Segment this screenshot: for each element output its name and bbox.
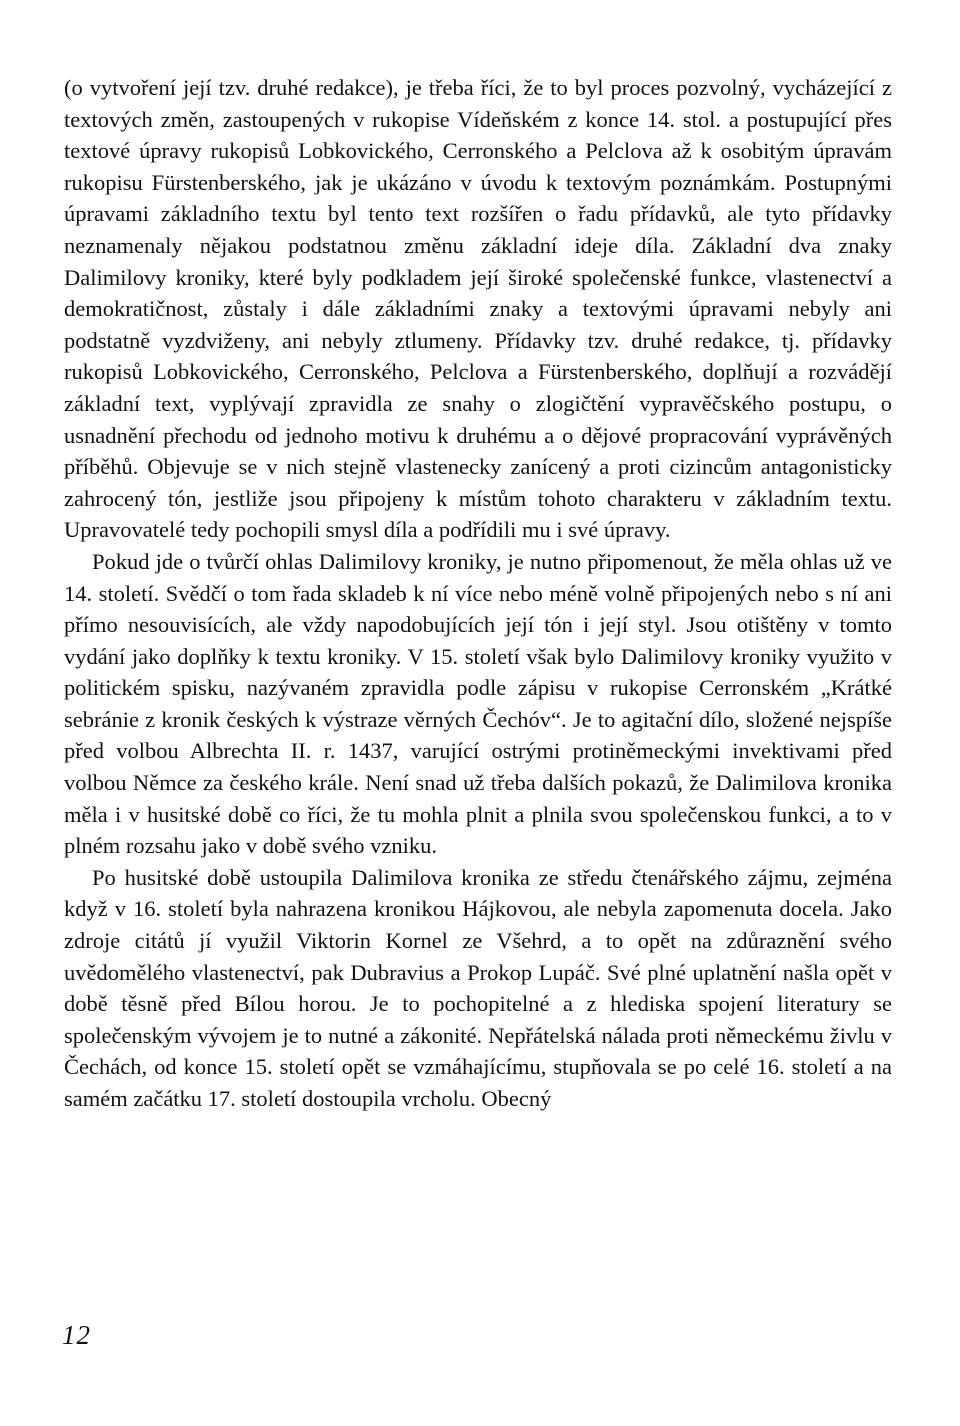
page-body <box>64 72 892 1115</box>
paragraph-2: Pokud jde o tvůrčí ohlas Dalimilovy kroniky, je nutno připomenout, že měla ohlas už ve 14. století. Svědčí o tom řada skladeb k ní více nebo méně volně připojených nebo s ní ani přímo nesouvisících, ale vždy napodobujících její tón i její styl. Jsou otištěny v tomto vydání jako doplňky k textu kroniky. V 15. století však bylo Dalimilovy kroniky využito v politickém spisku, nazývaném zpravidla podle zápisu v rukopise Cerronském „Krátké sebránie z kronik českých k výstraze věrných Čechóv“. Je to agitační dílo, složené nejspíše před volbou Albrechta II. r. 1437, varující ostrými protiněmeckými invektivami před volbou Němce za českého krále. Není snad už třeba dalších pokazů, že Dalimilova kronika měla i v husitské době co říci, že tu mohla plnit a plnila svou společenskou funkci, a to v plném rozsahu jako v době svého vzniku. <box>64 548 892 859</box>
page-number: 12 <box>62 1320 91 1350</box>
paragraph-1: (o vytvoření její tzv. druhé redakce), je třeba říci, že to byl proces pozvolný, vycházející z textových změn, zastoupených v rukopise Vídeňském z konce 14. stol. a postupující přes textové úpravy rukopisů Lobkovického, Cerronského a Pelclova až k osobitým úpravám rukopisu Fürstenberského, jak je ukázáno v úvodu k textovým poznámkám. Postupnými úpravami základního textu byl tento text rozšířen o řadu přídavků, ale tyto přídavky neznamenaly nějakou podstatnou změnu základní ideje díla. Základní dva znaky Dalimilovy kroniky, které byly podkladem její široké společenské funkce, vlastenectví a demokratičnost, zůstaly i dále základními znaky a textovými úpravami nebyly ani podstatně vyzdviženy, ani nebyly ztlumeny. Přídavky tzv. druhé redakce, tj. přídavky rukopisů Lobkovického, Cerronského, Pelclova a Fürstenberského, doplňují a rozvádějí základní text, vyplývají zpravidla ze snahy o zlogičtění vypravěčského postupu, o usnadnění přechodu od jednoho motivu k druhému a o dějové propracování vyprávěných příběhů. Objevuje se v nich stejně vlastenecky zanícený a proti cizincům antagonisticky zahrocený tón, jestliže jsou připojeny k místům tohoto charakteru v základním textu. Upravovatelé tedy pochopili smysl díla a podřídili mu i své úpravy. <box>64 75 892 543</box>
paragraph-3: Po husitské době ustoupila Dalimilova kronika ze středu čtenářského zájmu, zejména když v 16. století byla nahrazena kronikou Hájkovou, ale nebyla zapomenuta docela. Jako zdroje citátů jí využil Viktorin Kornel ze Všehrd, a to opět na zdůraznění svého uvědomělého vlastenectví, pak Dubravius a Prokop Lupáč. Své plné uplatnění našla opět v době těsně před Bílou horou. Je to pochopitelné a z hlediska spojení literatury se společenským vývojem je to nutné a zákonité. Nepřátelská nálada proti německému živlu v Čechách, od konce 15. století opět se vzmáhajícímu, stupňovala se po celé 16. století a na samém začátku 17. století dostoupila vrcholu. Obecný <box>64 864 892 1111</box>
